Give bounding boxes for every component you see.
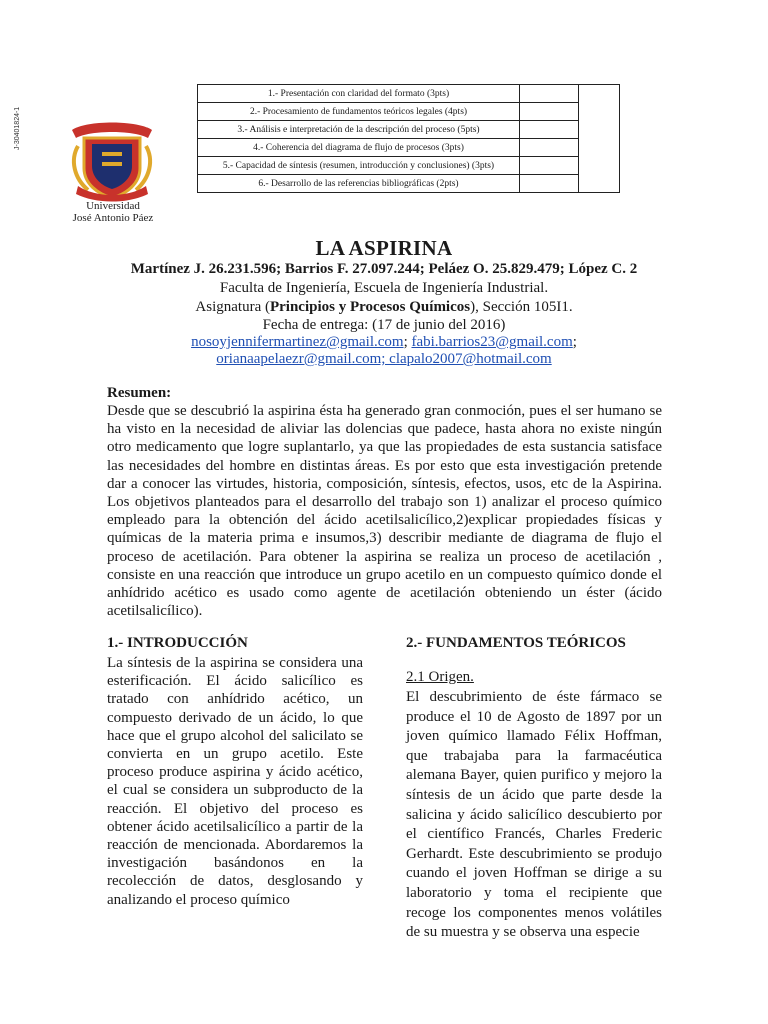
logo-caption — [58, 200, 168, 224]
due-date-line: Fecha de entrega: (17 de junio del 2016) — [262, 317, 506, 333]
logo-caption-line2: José Antonio Páez — [72, 212, 154, 224]
email-link-barrios[interactable]: fabi.barrios23@gmail.com — [411, 334, 573, 350]
abstract-heading: Resumen: — [107, 385, 172, 401]
abstract-text: Desde que se descubrió la aspirina ésta ha generado gran conmoción, pues el ser humano se ha visto en la necesidad de aliviar las dolencias que padece, hasta ahora no existe ningún otro medicamento que logre suplantarlo, ya que las propiedades de esta sustancia satisface las necesidades del hombre en distintas áreas. Es por esto que esta investigación pretende dar a conocer las virtudes, historia, composición, síntesis, efectos, usos, etc de la Aspirina. Los objetivos planteados para el desarrollo del trabajo son 1) analizar el proceso químico empleado para la obtención del ácido acetilsalicílico,2)explicar propiedades físicas y químicas de la materia prima e insumos,3) describir mediante de diagrama de flujo el proceso de acetilación. Para obtener la aspirina se realiza un proceso de acetilación , consiste en una reacción que introduce un grupo acetilo en un compuesto químico donde el anhídrido acético es usado como agente de acetilación obteniendo un éster (ácido acetilsalicílico). — [107, 403, 662, 620]
rubric-row — [198, 139, 620, 157]
rubric-row — [198, 103, 620, 121]
rubric-total-cell — [579, 85, 620, 193]
email-separator: ; — [403, 334, 408, 350]
rubric-criterion: 5.- Capacidad de síntesis (resumen, introducción y conclusiones) (3pts) — [198, 157, 520, 175]
authors-line: Martínez J. 26.231.596; Barrios F. 27.097.244; Peláez O. 25.829.479; López C. 2 — [130, 261, 638, 277]
introduction-section — [107, 634, 363, 909]
rubric-row — [198, 85, 620, 103]
email-link-pelaez-lopez[interactable]: orianaapelaezr@gmail.com; clapalo2007@hotmail.com — [216, 351, 552, 367]
rubric-criterion: 3.- Análisis e interpretación de la descripción del proceso (5pts) — [198, 121, 520, 139]
introduction-text: La síntesis de la aspirina se considera una esterificación. El ácido salicílico es tratado con anhídrido acético, un compuesto derivado de un ácido, lo que hace que el grupo alcohol del salicilato se convierta en un grupo acetilo. Este proceso produce aspirina y ácido acético, el cual se considera un subproducto de la reacción. El objetivo del proceso es obtener ácido acetilsalicílico a partir de la reacción de mencionada. Abordaremos la investigación basándonos en la recolección de datos, desglosando y analizando el proceso químico — [107, 655, 363, 908]
rubric-score-cell — [520, 85, 579, 103]
email-link-martinez[interactable]: nosoyjennifermartinez@gmail.com — [191, 334, 404, 350]
email-separator: ; — [572, 334, 577, 350]
rubric-table — [197, 84, 620, 193]
introduction-heading: 1.- INTRODUCCIÓN — [107, 635, 248, 651]
emails-line-1 — [0, 333, 768, 351]
subject-suffix: ), Sección 105I1. — [470, 299, 573, 315]
logo-caption-line1: Universidad — [86, 200, 140, 212]
rubric-score-cell — [520, 175, 579, 193]
faculty-line: Faculta de Ingeniería, Escuela de Ingeniería Industrial. — [219, 280, 549, 296]
rubric-criterion: 6.- Desarrollo de las referencias bibliográficas (2pts) — [198, 175, 520, 193]
emails-line-2 — [0, 350, 768, 368]
subject-name: Principios y Procesos Químicos — [269, 299, 471, 315]
rubric-row — [198, 157, 620, 175]
rubric-criterion: 2.- Procesamiento de fundamentos teóricos legales (4pts) — [198, 103, 520, 121]
rubric-score-cell — [520, 121, 579, 139]
logo-side-code: J-30401824-1 — [14, 106, 21, 150]
rubric-criterion: 1.- Presentación con claridad del formato (3pts) — [198, 85, 520, 103]
fundamentos-heading: 2.- FUNDAMENTOS TEÓRICOS — [406, 635, 626, 651]
subject-prefix: Asignatura ( — [195, 299, 270, 315]
origen-text: El descubrimiento de éste fármaco se produce el 10 de Agosto de 1897 por un joven químico llamado Félix Hoffman, que trabajaba para la farmacéutica alemana Bayer, quien purifico y mejoro la síntesis de un ácido que parte desde la salicina y ácido salicílico descubierto por el científico Francés, Charles Frederic Gerhardt. Este descubrimiento se produjo cuando el joven Hoffman se dirige a su laboratorio y toma el recipiente que recoge los componentes menos volátiles de su muestra y se observa una especie — [406, 689, 662, 941]
document-title: LA ASPIRINA — [315, 236, 453, 260]
origen-subheading: 2.1 Origen. — [406, 669, 474, 685]
crest-icon — [66, 116, 158, 202]
subject-line — [0, 298, 768, 316]
rubric-score-cell — [520, 103, 579, 121]
fundamentos-section — [406, 634, 662, 943]
rubric-criterion: 4.- Coherencia del diagrama de flujo de procesos (3pts) — [198, 139, 520, 157]
rubric-row — [198, 121, 620, 139]
rubric-score-cell — [520, 157, 579, 175]
rubric-row — [198, 175, 620, 193]
rubric-score-cell — [520, 139, 579, 157]
